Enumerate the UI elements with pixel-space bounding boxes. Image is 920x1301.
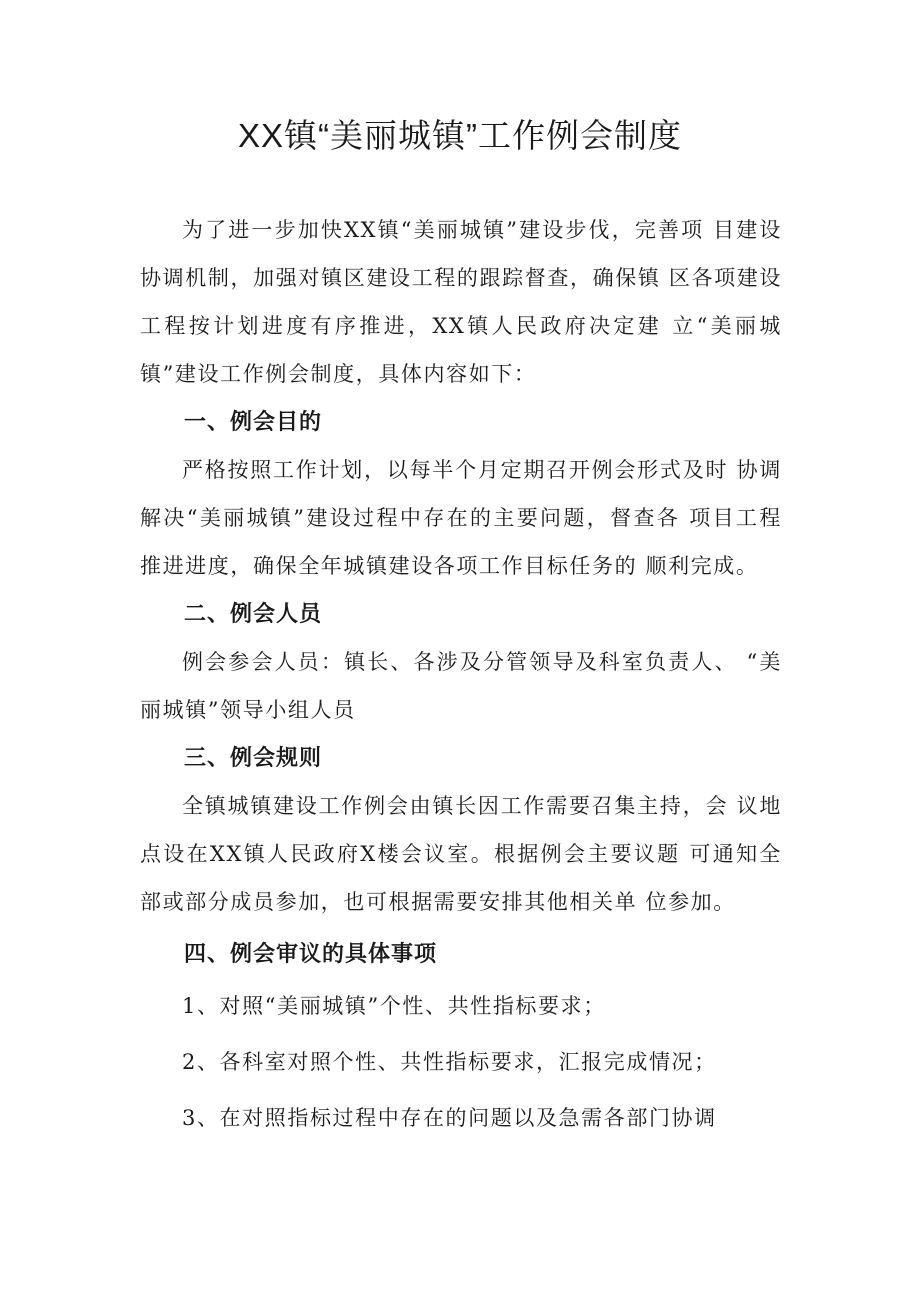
section-heading-purpose: 一、例会目的 xyxy=(184,409,323,434)
agenda-item-2: 2、各科室对照个性、共性指标要求，汇报完成情况； xyxy=(182,1050,717,1074)
document-body xyxy=(140,206,782,1142)
section-heading-rules: 三、例会规则 xyxy=(184,745,323,770)
section-heading-attendees: 二、例会人员 xyxy=(184,601,323,626)
intro-paragraph: 为了进一步加快XX镇“美丽城镇”建设步伐，完善项 目建设协调机制，加强对镇区建设工程的跟踪督查，确保镇 区各项建设工程按计划进度有序推进，XX镇人民政府决定建 立“美丽城镇”建设工作例会制度，具体内容如下： xyxy=(140,218,782,386)
section-body-attendees: 例会参会人员：镇长、各涉及分管领导及科室负责人、 “美丽城镇”领导小组人员 xyxy=(140,650,782,722)
document-title: XX镇“美丽城镇”工作例会制度 xyxy=(238,117,682,154)
agenda-item-1: 1、对照“美丽城镇”个性、共性指标要求； xyxy=(182,994,606,1018)
section-body-purpose: 严格按照工作计划，以每半个月定期召开例会形式及时 协调解决“美丽城镇”建设过程中存在的主要问题，督查各 项目工程推进进度，确保全年城镇建设各项工作目标任务的 顺利完成。 xyxy=(140,458,782,578)
section-body-rules: 全镇城镇建设工作例会由镇长因工作需要召集主持，会 议地点设在XX镇人民政府X楼会议室。根据例会主要议题 可通知全部或部分成员参加，也可根据需要安排其他相关单 位参加。 xyxy=(140,794,782,914)
section-heading-agenda: 四、例会审议的具体事项 xyxy=(184,941,438,966)
agenda-item-3: 3、在对照指标过程中存在的问题以及急需各部门协调 xyxy=(182,1106,717,1130)
